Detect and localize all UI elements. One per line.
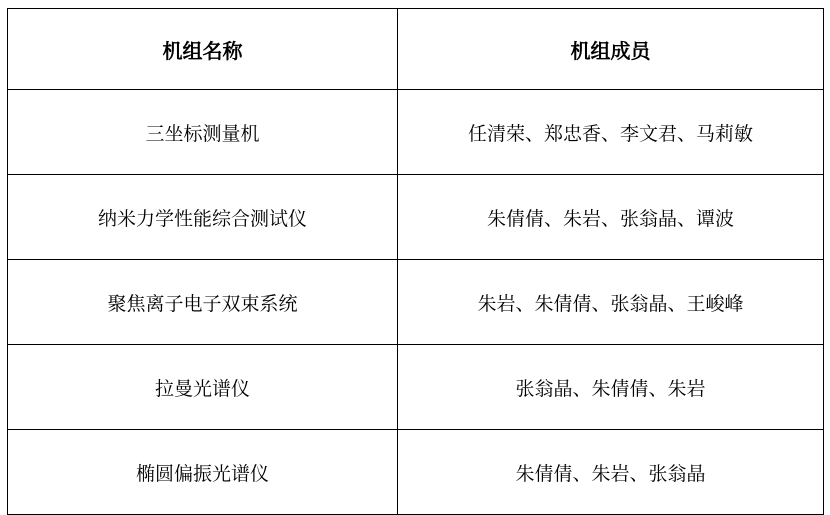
- table-row: [8, 430, 824, 515]
- table-row: [8, 175, 824, 260]
- cell-team-members: 朱倩倩、朱岩、张翁晶、谭波: [398, 175, 824, 260]
- table-row: [8, 90, 824, 175]
- cell-equipment-name: 拉曼光谱仪: [8, 345, 398, 430]
- table-body: [8, 90, 824, 515]
- cell-team-members: 朱岩、朱倩倩、张翁晶、王峻峰: [398, 260, 824, 345]
- table-row: [8, 345, 824, 430]
- table-header-row: [8, 9, 824, 90]
- equipment-team-table: [7, 8, 824, 515]
- table-header: [8, 9, 824, 90]
- cell-equipment-name: 纳米力学性能综合测试仪: [8, 175, 398, 260]
- cell-team-members: 张翁晶、朱倩倩、朱岩: [398, 345, 824, 430]
- cell-equipment-name: 三坐标测量机: [8, 90, 398, 175]
- cell-equipment-name: 聚焦离子电子双束系统: [8, 260, 398, 345]
- column-header-members: 机组成员: [398, 9, 824, 90]
- cell-equipment-name: 椭圆偏振光谱仪: [8, 430, 398, 515]
- column-header-name: 机组名称: [8, 9, 398, 90]
- cell-team-members: 朱倩倩、朱岩、张翁晶: [398, 430, 824, 515]
- cell-team-members: 任清荣、郑忠香、李文君、马莉敏: [398, 90, 824, 175]
- table-row: [8, 260, 824, 345]
